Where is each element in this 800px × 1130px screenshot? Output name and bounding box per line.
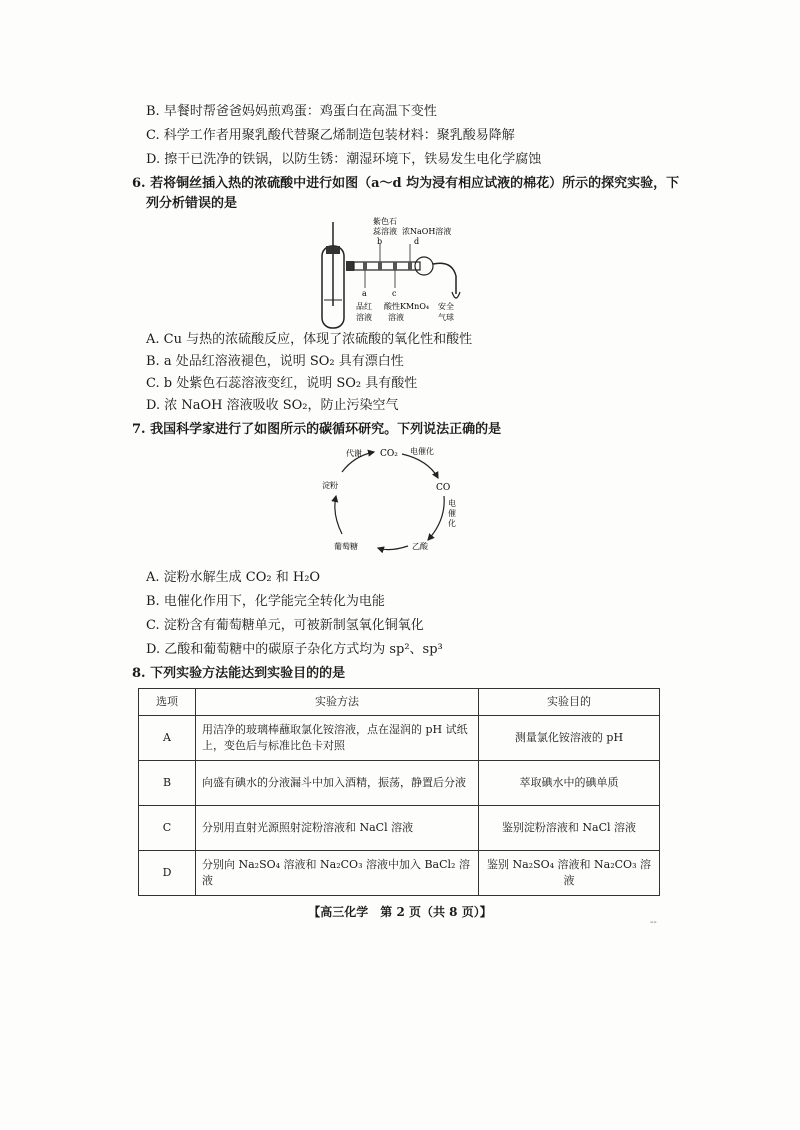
letter-c: c	[392, 289, 397, 298]
row-option: C	[139, 806, 196, 851]
header-option: 选项	[139, 689, 196, 716]
row-method: 用洁净的玻璃棒蘸取氯化铵溶液，点在湿润的 pH 试纸上，变色后与标准比色卡对照	[196, 716, 479, 761]
q7-option-c: C. 淀粉含有葡萄糖单元，可被新制氢氧化铜氧化	[146, 618, 424, 633]
q5-option-d: D. 擦干已洗净的铁锅，以防生锈：潮湿环境下，铁易发生电化学腐蚀	[146, 152, 542, 167]
arc-co-to-acetic	[428, 496, 444, 540]
label-b-line1: 紫色石	[373, 217, 397, 226]
row-purpose: 鉴别 Na₂SO₄ 溶液和 Na₂CO₃ 溶液	[479, 851, 660, 896]
label-a-line1: 品红	[356, 302, 372, 311]
q6-option-a: A. Cu 与热的浓硫酸反应，体现了浓硫酸的氧化性和酸性	[146, 332, 473, 347]
row-option: B	[139, 761, 196, 806]
cotton-a	[363, 262, 367, 270]
label-glucose: 葡萄糖	[334, 542, 358, 551]
cotton-b	[378, 262, 382, 270]
row-purpose: 萃取碘水中的碘单质	[479, 761, 660, 806]
q7-carbon-cycle-diagram	[320, 442, 470, 560]
row-method: 向盛有碘水的分液漏斗中加入酒精，振荡，静置后分液	[196, 761, 479, 806]
stopper-side	[346, 261, 354, 271]
label-safe-line1: 安全	[438, 302, 454, 311]
corner-mark: --	[650, 917, 657, 928]
label-co: CO	[436, 483, 451, 493]
q6-option-d: D. 浓 NaOH 溶液吸收 SO₂，防止污染空气	[146, 398, 399, 413]
q7-option-d: D. 乙酸和葡萄糖中的碳原子杂化方式均为 sp²、sp³	[146, 642, 443, 657]
row-purpose: 鉴别淀粉溶液和 NaCl 溶液	[479, 806, 660, 851]
q7-option-b: B. 电催化作用下，化学能完全转化为电能	[146, 594, 385, 609]
arc-glucose-to-starch	[335, 496, 342, 534]
label-right-1: 电	[448, 499, 456, 508]
cotton-d	[408, 262, 412, 270]
label-acetic: 乙酸	[412, 542, 428, 551]
row-option: D	[139, 851, 196, 896]
label-right-2: 催	[448, 509, 456, 518]
q6-apparatus-diagram	[310, 214, 490, 338]
q6-stem-line1: 6. 若将铜丝插入热的浓硫酸中进行如图（a～d 均为浸有相应试液的棉花）所示的探究实验，下	[132, 176, 680, 191]
page-footer: 【高三化学 第 2 页（共 8 页）】	[308, 905, 492, 919]
row-purpose: 测量氯化铵溶液的 pH	[479, 716, 660, 761]
q8-experiment-table	[138, 688, 660, 896]
label-safe-line2: 气球	[438, 313, 454, 322]
letter-d: d	[414, 237, 420, 246]
stopper	[326, 246, 340, 254]
row-method: 分别向 Na₂SO₄ 溶液和 Na₂CO₃ 溶液中加入 BaCl₂ 溶液	[196, 851, 479, 896]
q7-stem: 7. 我国科学家进行了如图所示的碳循环研究。下列说法正确的是	[132, 422, 502, 437]
label-c-line1: 酸性KMnO₄	[384, 302, 430, 311]
label-c-line2: 溶液	[388, 313, 404, 322]
q5-option-c: C. 科学工作者用聚乳酸代替聚乙烯制造包装材料：聚乳酸易降解	[146, 128, 515, 143]
drying-bulb	[415, 257, 433, 275]
label-d: 浓NaOH溶液	[402, 227, 452, 236]
label-starch: 淀粉	[322, 481, 338, 490]
table-row	[139, 851, 660, 896]
label-right-3: 化	[448, 519, 456, 528]
row-option: A	[139, 716, 196, 761]
table-header-row	[139, 689, 660, 716]
label-top-left: 代谢	[346, 449, 362, 458]
table-row	[139, 806, 660, 851]
label-a-line2: 溶液	[356, 313, 372, 322]
outlet-tube	[433, 263, 456, 294]
letter-b: b	[377, 237, 383, 246]
q6-stem-line2: 列分析错误的是	[146, 196, 238, 211]
table-row	[139, 716, 660, 761]
q6-option-c: C. b 处紫色石蕊溶液变红，说明 SO₂ 具有酸性	[146, 376, 418, 391]
arc-acetic-to-glucose	[378, 546, 408, 550]
label-top-right: 电催化	[410, 447, 434, 456]
label-b-line2: 蕊溶液	[373, 227, 397, 236]
table-row	[139, 761, 660, 806]
cotton-c	[393, 262, 397, 270]
q8-stem: 8. 下列实验方法能达到实验目的的是	[132, 666, 346, 681]
arc-co2-to-co	[402, 454, 438, 478]
q7-option-a: A. 淀粉水解生成 CO₂ 和 H₂O	[146, 570, 321, 585]
label-co2: CO₂	[380, 449, 398, 459]
q5-option-b: B. 早餐时帮爸爸妈妈煎鸡蛋：鸡蛋白在高温下变性	[146, 104, 437, 119]
letter-a: a	[362, 289, 367, 298]
header-method: 实验方法	[196, 689, 479, 716]
q6-option-b: B. a 处品红溶液褪色，说明 SO₂ 具有漂白性	[146, 354, 404, 369]
row-method: 分别用直射光源照射淀粉溶液和 NaCl 溶液	[196, 806, 479, 851]
header-purpose: 实验目的	[479, 689, 660, 716]
